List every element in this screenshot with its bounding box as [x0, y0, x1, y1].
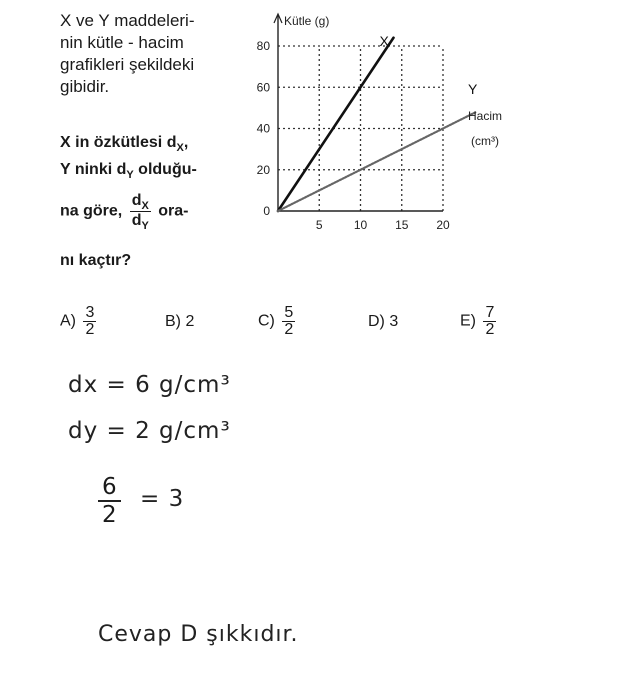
- y-tick-label: 80: [256, 39, 270, 53]
- question-text: [60, 130, 197, 231]
- x-axis-label: Hacim: [467, 109, 503, 124]
- y-tick-label: 60: [256, 80, 270, 95]
- series-line-x: [278, 38, 394, 211]
- y-axis-label: Kütle (g): [284, 14, 330, 28]
- ratio-fraction: $\frac{d_X}{d_Y}$: [131, 192, 149, 232]
- option-a: A) $\frac{3}{2}$: [60, 304, 95, 338]
- x-axis-unit: (cm³): [471, 133, 499, 148]
- intro-line: grafikleri şekildeki: [60, 55, 195, 74]
- intro-line: gibidir.: [60, 77, 110, 96]
- handwritten-result: = 3: [140, 486, 185, 512]
- option-e: E) $\frac{7}{2}$: [460, 304, 495, 338]
- y-tick-label: 0: [263, 204, 270, 218]
- y-tick-label: 40: [256, 121, 270, 136]
- handwritten-answer: Cevap D şıkkıdır.: [98, 622, 299, 647]
- handwritten-dy: dy = 2 g/cm³: [68, 418, 231, 444]
- question-line-1: X in özkütlesi $d_X$,: [60, 134, 189, 154]
- question-line-3: na göre, $\frac{d_X}{d_Y}$ ora-: [60, 192, 189, 232]
- x-tick-label: 15: [395, 218, 409, 232]
- question-line-2: Y ninki $d_Y$ olduğu-: [60, 161, 197, 181]
- question-line-4: nı kaçtır?: [60, 252, 132, 269]
- intro-line: X ve Y maddeleri-: [60, 11, 195, 30]
- option-c: C) $\frac{5}{2}$: [258, 304, 294, 338]
- intro-line: nin kütle - hacim: [60, 33, 184, 52]
- option-b: B) 2: [165, 313, 195, 330]
- x-tick-label: 10: [353, 218, 368, 232]
- chart-grid: [278, 46, 443, 211]
- series-label-x: X: [379, 32, 389, 49]
- option-d: D) 3: [368, 313, 399, 330]
- handwritten-dx: dx = 6 g/cm³: [68, 372, 231, 398]
- intro-text: [60, 10, 195, 98]
- handwritten-fraction: 6 2: [98, 474, 121, 528]
- x-tick-label: 20: [436, 218, 450, 232]
- mass-volume-chart: [230, 5, 530, 245]
- series-line-y: [278, 112, 476, 211]
- series-label-y: Y: [468, 81, 478, 97]
- x-tick-label: 5: [315, 218, 323, 232]
- chart-axes: [274, 14, 443, 211]
- chart-labels: [257, 14, 502, 232]
- chart-series: [278, 38, 476, 211]
- y-tick-label: 20: [256, 162, 270, 177]
